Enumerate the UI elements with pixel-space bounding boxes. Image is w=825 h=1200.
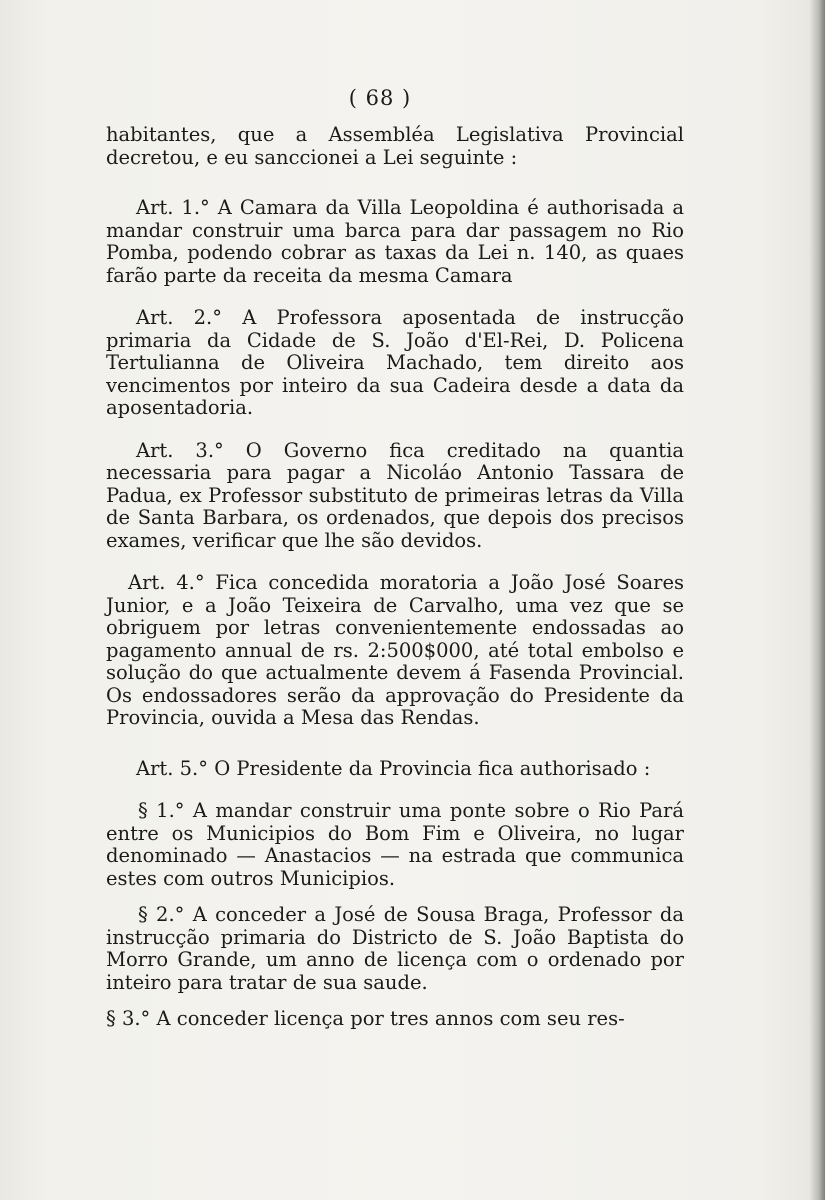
paragraph-section-1: § 1.° A mandar construir uma ponte sobre o Rio Pará entre os Municipios do Bom Fim e Oliveira, no lugar denominado — Anastacios — na estrada que communica estes com outros Municipios. [106,799,684,890]
paragraph-section-3: § 3.° A conceder licença por tres annos com seu res- [106,1007,625,1030]
page-body [106,124,684,1031]
paragraph-art-2: Art. 2.° A Professora aposentada de instrucção primaria da Cidade de S. João d'El-Rei, D. Policena Tertulianna de Oliveira Machado, tem direito aos vencimentos por inteiro da sua Cadeira desde a data da aposentadoria. [106,306,684,419]
paragraph-art-4: Art. 4.° Fica concedida moratoria a João José Soares Junior, e a João Teixeira de Carvalho, uma vez que se obriguem por letras convenientemente endossadas ao pagamento annual de rs. 2:500$000, até total embolso e solução do que actualmente devem á Fasenda Provincial. Os endossadores serão da approvação do Presidente da Provincia, ouvida a Mesa das Rendas. [106,571,684,729]
paragraph-art-5: Art. 5.° O Presidente da Provincia fica authorisado : [136,756,651,780]
paragraph-art-1: Art. 1.° A Camara da Villa Leopoldina é authorisada a mandar construir uma barca para dar passagem no Rio Pomba, podendo cobrar as taxas da Lei n. 140, as quaes farão parte da receita da mesma Camara [106,196,684,287]
paragraph-art-3: Art. 3.° O Governo fica creditado na quantia necessaria para pagar a Nicoláo Antonio Tassara de Padua, ex Professor substituto de primeiras letras da Villa de Santa Barbara, os ordenados, que depois dos precisos exames, verificar que lhe são devidos. [106,438,684,552]
paragraph-section-2: § 2.° A conceder a José de Sousa Braga, Professor da instrucção primaria do Districto de S. João Baptista do Morro Grande, um anno de licença com o ordenado por inteiro para tratar de sua saude. [106,903,684,994]
page-number: ( 68 ) [348,86,412,110]
paragraph-intro: habitantes, que a Assembléa Legislativa Provincial decretou, e eu sanccionei a Lei seguinte : [106,123,684,169]
page-spine-shadow [809,0,825,1200]
